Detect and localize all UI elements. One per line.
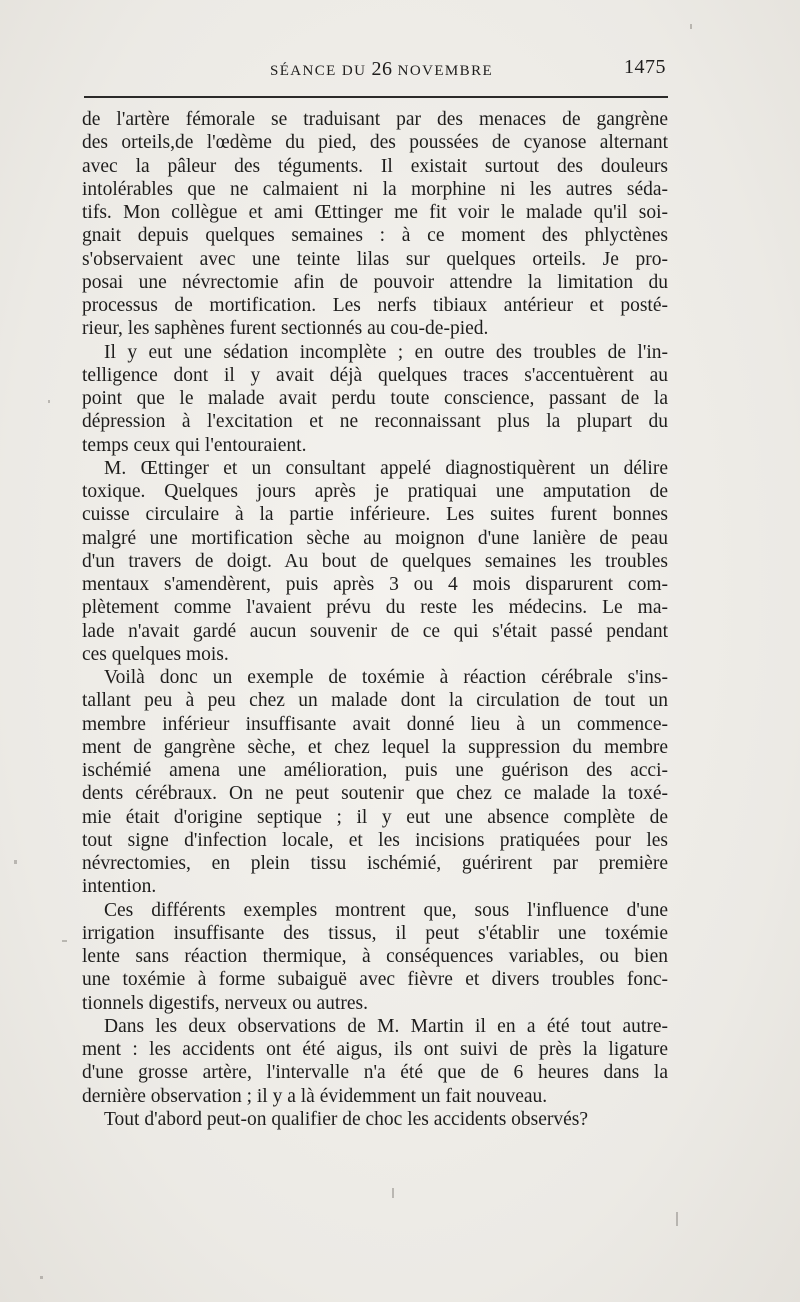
text-line: lente sans réaction thermique, à conséquences variables, ou bien	[82, 946, 668, 967]
text-line: une toxémie à forme subaiguë avec fièvre et divers troubles fonc-	[82, 969, 668, 991]
text-line: lade n'avait gardé aucun souvenir de ce qui s'était passé pendant	[82, 620, 668, 642]
text-line: telligence dont il y avait déjà quelques traces s'accentuèrent au	[82, 364, 668, 386]
text-line: des orteils,de l'œdème du pied, des poussées de cyanose alternant	[82, 132, 668, 154]
text-line: plètement comme l'avaient prévu du reste les médecins. Le ma-	[82, 597, 668, 619]
text-line: de l'artère fémorale se traduisant par des menaces de gangrène	[82, 109, 668, 130]
text-line: ischémié amena une amélioration, puis une guérison des acci-	[82, 760, 668, 781]
text-line: mentaux s'amendèrent, puis après 3 ou 4 mois disparurent com-	[82, 574, 668, 595]
text-line: s'observaient avec une teinte lilas sur quelques orteils. Je pro-	[82, 248, 668, 270]
text-line: intention.	[82, 876, 157, 898]
running-head-title-day: 26	[371, 58, 393, 80]
running-head-title-suffix: NOVEMBRE	[392, 63, 494, 79]
text-line: Dans les deux observations de M. Martin il en a été tout autre-	[104, 1015, 668, 1037]
text-line: temps ceux qui l'entouraient.	[82, 434, 307, 456]
text-line: ment : les accidents ont été aigus, ils ont suivi de près la ligature	[82, 1039, 668, 1060]
running-head	[80, 58, 670, 86]
text-line: intolérables que ne calmaient ni la morphine ni les autres séda-	[82, 178, 668, 200]
text-line: dernière observation ; il y a là évidemment un fait nouveau.	[82, 1085, 548, 1107]
text-line: M. Œttinger et un consultant appelé diagnostiquèrent un délire	[104, 457, 668, 479]
text-line: dents cérébraux. On ne peut soutenir que chez ce malade la toxé-	[82, 783, 668, 805]
page-number: 1475	[624, 56, 666, 78]
text-line: cuisse circulaire à la partie inférieure. Les suites furent bonnes	[82, 504, 668, 526]
text-line: malgré une mortification sèche au moignon d'une lanière de peau	[82, 527, 668, 549]
text-line: Tout d'abord peut-on qualifier de choc les accidents observés?	[104, 1108, 589, 1130]
scan-speck	[62, 940, 67, 942]
header-rule	[84, 96, 668, 98]
body-text	[82, 108, 668, 1131]
text-line: dépression à l'excitation et ne reconnaissant plus la plupart du	[82, 411, 668, 433]
text-line: point que le malade avait perdu toute conscience, passant de la	[82, 388, 668, 409]
text-line: tout signe d'infection locale, et les incisions pratiquées pour les	[82, 829, 668, 851]
text-line: névrectomies, en plein tissu ischémié, guérirent par première	[82, 853, 668, 874]
scan-speck	[48, 400, 50, 403]
scan-speck	[14, 860, 17, 864]
text-line: avec la pâleur des téguments. Il existait surtout des douleurs	[82, 155, 668, 177]
text-line: tionnels digestifs, nerveux ou autres.	[82, 992, 368, 1014]
scan-speck	[676, 1212, 678, 1226]
text-line: Ces différents exemples montrent que, sous l'influence d'une	[104, 899, 668, 921]
text-line: ment de gangrène sèche, et chez lequel la suppression du membre	[82, 736, 668, 758]
text-line: toxique. Quelques jours après je pratiquai une amputation de	[82, 481, 668, 502]
text-line: processus de mortification. Les nerfs tibiaux antérieur et posté-	[82, 295, 668, 316]
text-line: posai une névrectomie afin de pouvoir attendre la limitation du	[82, 271, 668, 293]
running-head-title	[270, 58, 493, 81]
running-head-title-prefix: SÉANCE DU	[270, 63, 372, 79]
text-line: d'une grosse artère, l'intervalle n'a été que de 6 heures dans la	[82, 1062, 668, 1084]
text-line: ces quelques mois.	[82, 643, 229, 665]
text-line: tallant peu à peu chez un malade dont la circulation de tout un	[82, 690, 668, 712]
text-line: gnait depuis quelques semaines : à ce moment des phlyctènes	[82, 225, 668, 247]
text-line: mie était d'origine septique ; il y eut une absence complète de	[82, 806, 668, 828]
text-line: Il y eut une sédation incomplète ; en outre des troubles de l'in-	[104, 341, 668, 363]
text-line: rieur, les saphènes furent sectionnés au cou-de-pied.	[82, 318, 489, 340]
text-line: tifs. Mon collègue et ami Œttinger me fit voir le malade qu'il soi-	[82, 202, 668, 223]
text-line: membre inférieur insuffisante avait donné lieu à un commence-	[82, 713, 668, 735]
text-line: Voilà donc un exemple de toxémie à réaction cérébrale s'ins-	[104, 667, 668, 688]
text-line: irrigation insuffisante des tissus, il peut s'établir une toxémie	[82, 922, 668, 944]
scan-speck	[40, 1276, 43, 1279]
scan-speck	[690, 24, 692, 29]
scan-speck	[392, 1188, 394, 1198]
text-line: d'un travers de doigt. Au bout de quelques semaines les troubles	[82, 550, 668, 572]
